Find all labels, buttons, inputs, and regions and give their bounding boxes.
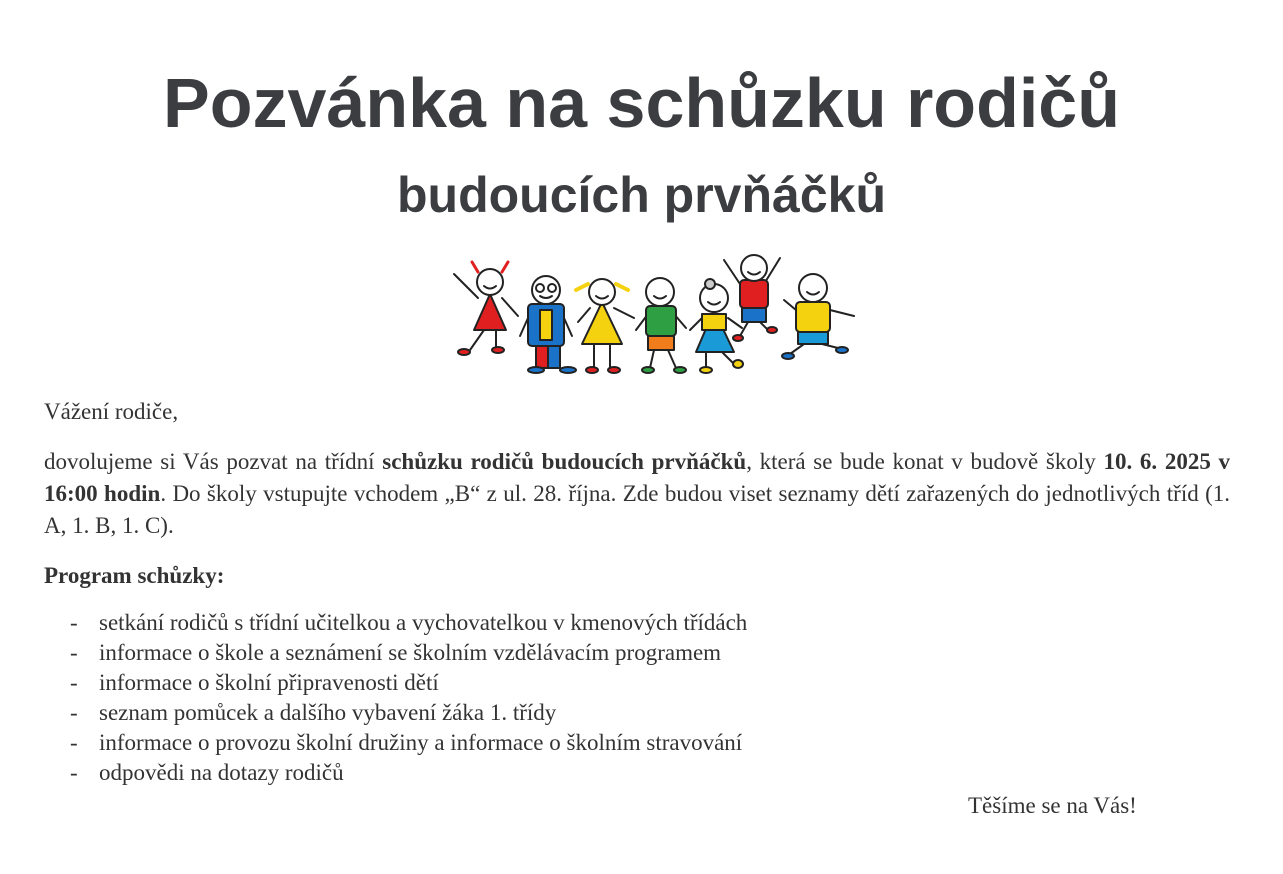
bullet-dash: - <box>70 730 78 755</box>
closing-line: Těšíme se na Vás! <box>968 793 1137 818</box>
list-item-text: informace o školní připravenosti dětí <box>99 670 439 695</box>
list-item-text: odpovědi na dotazy rodičů <box>99 760 344 785</box>
paragraph-text: . Do školy vstupujte vchodem „B“ z ul. 28. října. Zde budou viset seznamy dětí zařazených do jednotlivých tříd (1. A, 1. B, 1. C). <box>44 481 1230 538</box>
kid-red-dress-icon <box>454 262 518 355</box>
list-item <box>70 698 747 728</box>
meeting-datetime: 10. 6. 2025 v 16:00 hodin <box>44 449 1231 506</box>
meeting-name: schůzku rodičů budoucích prvňáčků <box>382 449 747 474</box>
list-item <box>70 758 747 788</box>
page-subtitle: budoucích prvňáčků <box>397 167 886 223</box>
page-title: Pozvánka na schůzku rodičů <box>163 64 1120 142</box>
list-item-text: informace o škole a seznámení se školním vzdělávacím programem <box>99 640 722 665</box>
paragraph-text: , která se bude konat v budově školy <box>746 449 1104 474</box>
list-item <box>70 728 747 758</box>
bullet-dash: - <box>70 760 78 785</box>
greeting: Vážení rodiče, <box>44 399 179 424</box>
bullet-dash: - <box>70 610 78 635</box>
list-item <box>70 638 747 668</box>
bullet-dash: - <box>70 700 78 725</box>
list-item-text: seznam pomůcek a dalšího vybavení žáka 1. třídy <box>99 700 557 725</box>
invitation-paragraph <box>44 446 1230 542</box>
children-group-illustration <box>444 244 864 380</box>
bullet-dash: - <box>70 640 78 665</box>
paragraph-text: dovolujeme si Vás pozvat na třídní <box>44 449 383 474</box>
kid-blue-jacket-icon <box>520 276 576 373</box>
bullet-dash: - <box>70 670 78 695</box>
kid-green-shirt-icon <box>636 278 686 373</box>
kid-yellow-shirt-icon <box>782 274 854 359</box>
list-item-text: informace o provozu školní družiny a informace o školním stravování <box>99 730 743 755</box>
kid-yellow-dress-icon <box>576 279 634 373</box>
kid-red-shirt-icon <box>724 255 780 341</box>
program-list <box>70 608 747 788</box>
list-item <box>70 668 747 698</box>
list-item <box>70 608 747 638</box>
list-item-text: setkání rodičů s třídní učitelkou a vychovatelkou v kmenových třídách <box>99 610 748 635</box>
kid-doctor-icon <box>690 279 743 373</box>
program-heading: Program schůzky: <box>44 563 225 588</box>
